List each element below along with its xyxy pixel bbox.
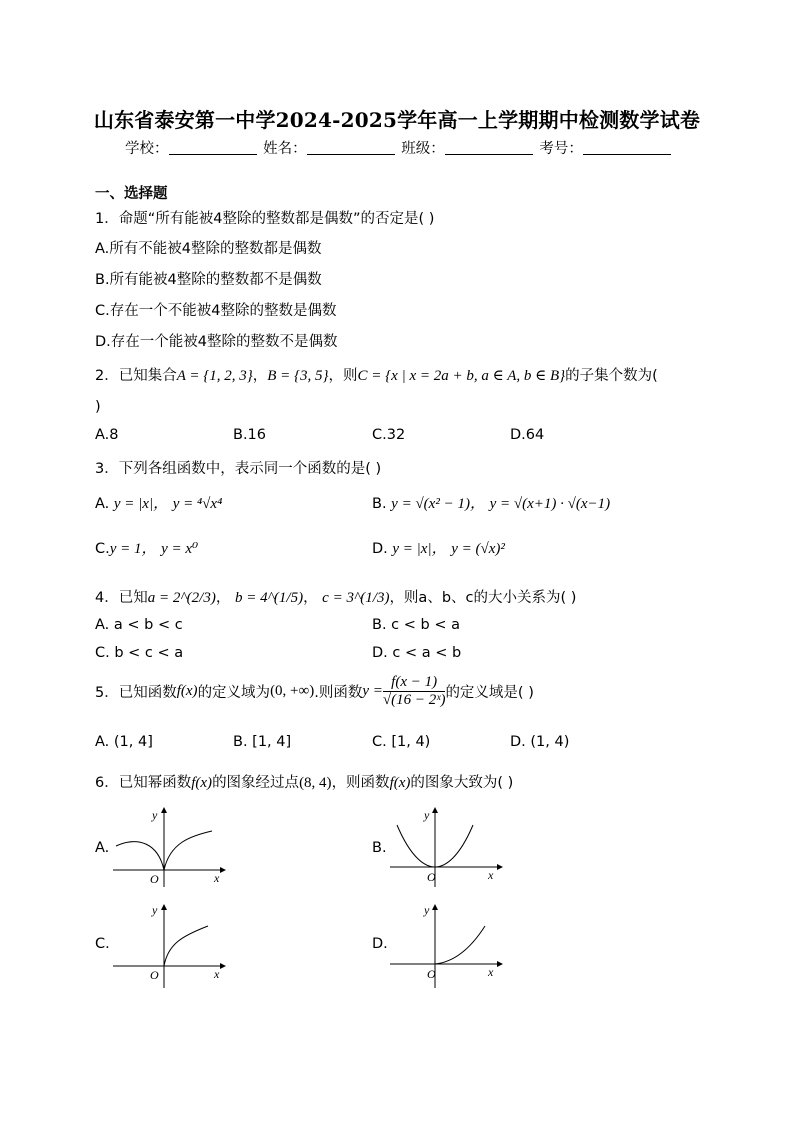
q1-stem: 1．命题“所有能被4整除的整数都是偶数”的否定是( ) <box>95 211 435 227</box>
c-expr: c = 3^(1/3) <box>322 590 390 606</box>
q2-option-d[interactable]: D.64 <box>510 427 545 443</box>
y-axis-label: y <box>424 808 430 822</box>
origin-label: O <box>427 870 436 884</box>
q5-option-a[interactable]: A. (1, 4] <box>95 734 153 750</box>
y-arrow-icon <box>161 904 167 910</box>
q4-stem: 4．已知a = 2^(2/3)， b = 4^(1/5)， c = 3^(1/3)，则a、b、c的大小关系为( ) <box>95 590 577 606</box>
name-label: 姓名： <box>263 141 307 157</box>
a-expr: a = 2^(2/3) <box>147 590 216 606</box>
q6-graph-d[interactable] <box>385 900 505 990</box>
class-label: 班级： <box>401 141 445 157</box>
y-axis-label: y <box>152 808 158 822</box>
x-axis-label: x <box>488 965 494 979</box>
origin-label: O <box>427 967 436 981</box>
x-axis-label: x <box>488 868 494 882</box>
section-title: 一、选择题 <box>95 186 168 202</box>
q5-fraction: $\frac{f(x - 1)}{\text{√(16 − 2ˣ)}}$ <box>382 674 446 708</box>
q6-graph-a[interactable] <box>108 803 228 888</box>
q4-option-a[interactable]: A. a < b < c <box>95 617 183 633</box>
x-arrow-icon <box>220 963 226 969</box>
y-axis-label: y <box>152 903 158 917</box>
q2-option-b[interactable]: B.16 <box>233 427 267 443</box>
x-arrow-icon <box>497 864 503 870</box>
q3-option-c[interactable]: C.y = 1， y = x⁰ <box>95 541 199 557</box>
b-expr: b = 4^(1/5) <box>234 590 304 606</box>
set-c: C = {x | x = 2a + b, a ∈ A, b ∈ B} <box>357 368 566 384</box>
exam-number-label: 考号： <box>539 141 583 157</box>
origin-label: O <box>150 968 159 982</box>
q2-option-c[interactable]: C.32 <box>372 427 406 443</box>
q2-option-a[interactable]: A.8 <box>95 427 119 443</box>
q2-stem: 2．已知集合A = {1, 2, 3}，B = {3, 5}，则C = {x | x = 2a + b, a ∈ A, b ∈ B}的子集个数为( <box>95 368 658 384</box>
q5-stem: 5．已知函数f(x)的定义域为(0, +∞).则函数y = $\frac{f(x - 1)}{\text{√(16 − 2ˣ)}}$ 的定义域是( ) <box>95 674 534 708</box>
x-arrow-icon <box>497 961 503 967</box>
q1-option-d[interactable]: D.存在一个能被4整除的整数不是偶数 <box>95 334 338 350</box>
curve-d <box>435 926 485 964</box>
q1-option-b[interactable]: B.所有能被4整除的整数都不是偶数 <box>95 272 322 288</box>
curve-c <box>164 926 208 966</box>
class-field[interactable] <box>445 140 533 155</box>
q6-option-d-label[interactable]: D. <box>372 936 388 952</box>
x-axis-label: x <box>214 871 220 885</box>
q3-stem: 3．下列各组函数中，表示同一个函数的是( ) <box>95 461 382 477</box>
q5-option-b[interactable]: B. [1, 4] <box>233 734 292 750</box>
q4-option-c[interactable]: C. b < c < a <box>95 645 184 661</box>
q3-option-d[interactable]: D. y = |x|， y = (√x)² <box>372 541 505 557</box>
page-title: 山东省泰安第一中学2024-2025学年高一上学期期中检测数学试卷 <box>93 108 701 132</box>
y-axis-label: y <box>424 903 430 917</box>
school-field[interactable] <box>169 140 257 155</box>
y-arrow-icon <box>432 904 438 910</box>
q3-option-a[interactable]: A. y = |x|， y = ⁴√x⁴ <box>95 496 223 512</box>
q5-option-c[interactable]: C. [1, 4) <box>372 734 431 750</box>
name-field[interactable] <box>307 140 395 155</box>
q6-option-a-label[interactable]: A. <box>95 840 110 856</box>
x-arrow-icon <box>220 867 226 873</box>
y-arrow-icon <box>432 807 438 813</box>
set-b: B = {3, 5} <box>267 368 329 384</box>
q1-option-c[interactable]: C.存在一个不能被4整除的整数是偶数 <box>95 303 337 319</box>
student-info-row <box>125 137 673 158</box>
exam-number-field[interactable] <box>583 140 671 155</box>
q1-option-a[interactable]: A.所有不能被4整除的整数都是偶数 <box>95 241 322 257</box>
q6-graph-c[interactable] <box>108 900 228 990</box>
q5-option-d[interactable]: D. (1, 4) <box>510 734 570 750</box>
q4-option-b[interactable]: B. c < b < a <box>372 617 460 633</box>
school-label: 学校： <box>125 141 169 157</box>
set-a: A = {1, 2, 3} <box>176 368 253 384</box>
q4-option-d[interactable]: D. c < a < b <box>372 645 462 661</box>
q3-option-b[interactable]: B. y = √(x² − 1)， y = √(x+1) · √(x−1) <box>372 496 611 512</box>
y-arrow-icon <box>161 807 167 813</box>
q6-stem: 6．已知幂函数f(x)的图象经过点(8, 4)，则函数f(x)的图象大致为( ) <box>95 775 514 791</box>
q2-stem-cont: ) <box>95 399 101 415</box>
q6-graph-b[interactable] <box>385 803 505 888</box>
x-axis-label: x <box>214 967 220 981</box>
origin-label: O <box>150 872 159 886</box>
q6-option-c-label[interactable]: C. <box>95 936 110 952</box>
q6-option-b-label[interactable]: B. <box>372 840 387 856</box>
